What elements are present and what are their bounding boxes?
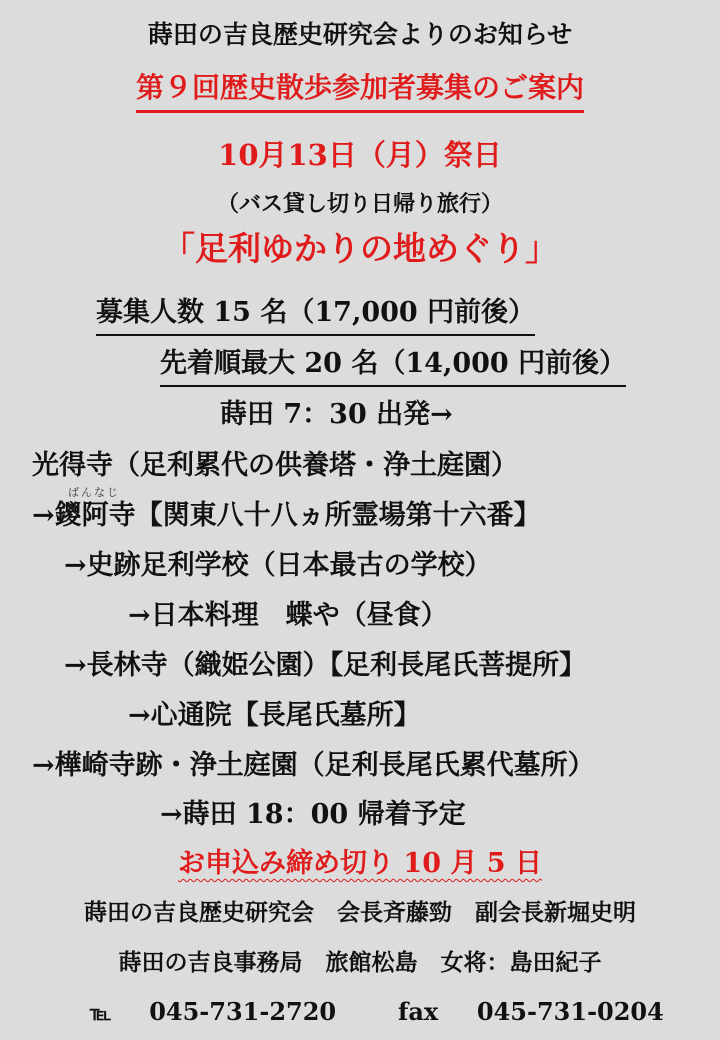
first-come-line [160,350,626,377]
trip-type: （バス貸し切り日帰り旅行） [216,191,503,217]
deadline-text: お申込み締め切り 10 月 5 日 [178,848,542,879]
fax-line [398,997,664,1026]
phone-icon: ℡ [90,1001,111,1025]
trip-theme: 「足利ゆかりの地めぐり」 [162,229,558,268]
tel-number: 045-731-2720 [149,997,337,1026]
org-notice-heading: 蒔田の吉良歴史研究会よりのお知らせ [147,20,573,49]
stop-shintsuin: →心通院【長尾氏墓所】 [128,700,421,731]
fax-number: 045-731-0204 [476,997,664,1026]
depart-time: 蒔田 7：30 出発→ [220,399,453,430]
office-line: 蒔田の吉良事務局 旅館松島 女将：島田紀子 [118,949,602,976]
stop-chorinji: →長林寺（織姫公園）【足利長尾氏菩提所】 [64,650,587,681]
tel-line [90,997,337,1026]
event-title-text: 第９回歴史散歩参加者募集のご案内 [136,71,584,113]
event-title [0,71,720,104]
first-come-text: 先着順最大 20 名（14,000 円前後） [160,348,626,387]
officers-line: 蒔田の吉良歴史研究会 会長斉藤勁 副会長新堀史明 [84,899,636,926]
stop-bannaji: →鑁阿寺【関東八十八ヵ所霊場第十六番】 [32,500,541,531]
banna-ji-furigana: ばんなじ [68,486,120,499]
stop-kabasakidera: →樺崎寺跡・浄土庭園（足利長尾氏累代墓所） [32,750,595,781]
stop-lunch: →日本料理 蝶や（昼食） [128,600,448,631]
capacity-text: 募集人数 15 名（17,000 円前後） [96,297,535,336]
fax-label: fax [398,997,439,1026]
deadline [0,850,720,877]
stop-ashikaga-gakko: →史跡足利学校（日本最古の学校） [64,550,492,581]
stop-kotokuji: 光得寺（足利累代の供養塔・浄土庭園） [32,450,518,481]
capacity-line [96,299,535,326]
event-date: 10月13日（月）祭日 [218,138,502,172]
return-time: →蒔田 18：00 帰着予定 [160,799,466,830]
